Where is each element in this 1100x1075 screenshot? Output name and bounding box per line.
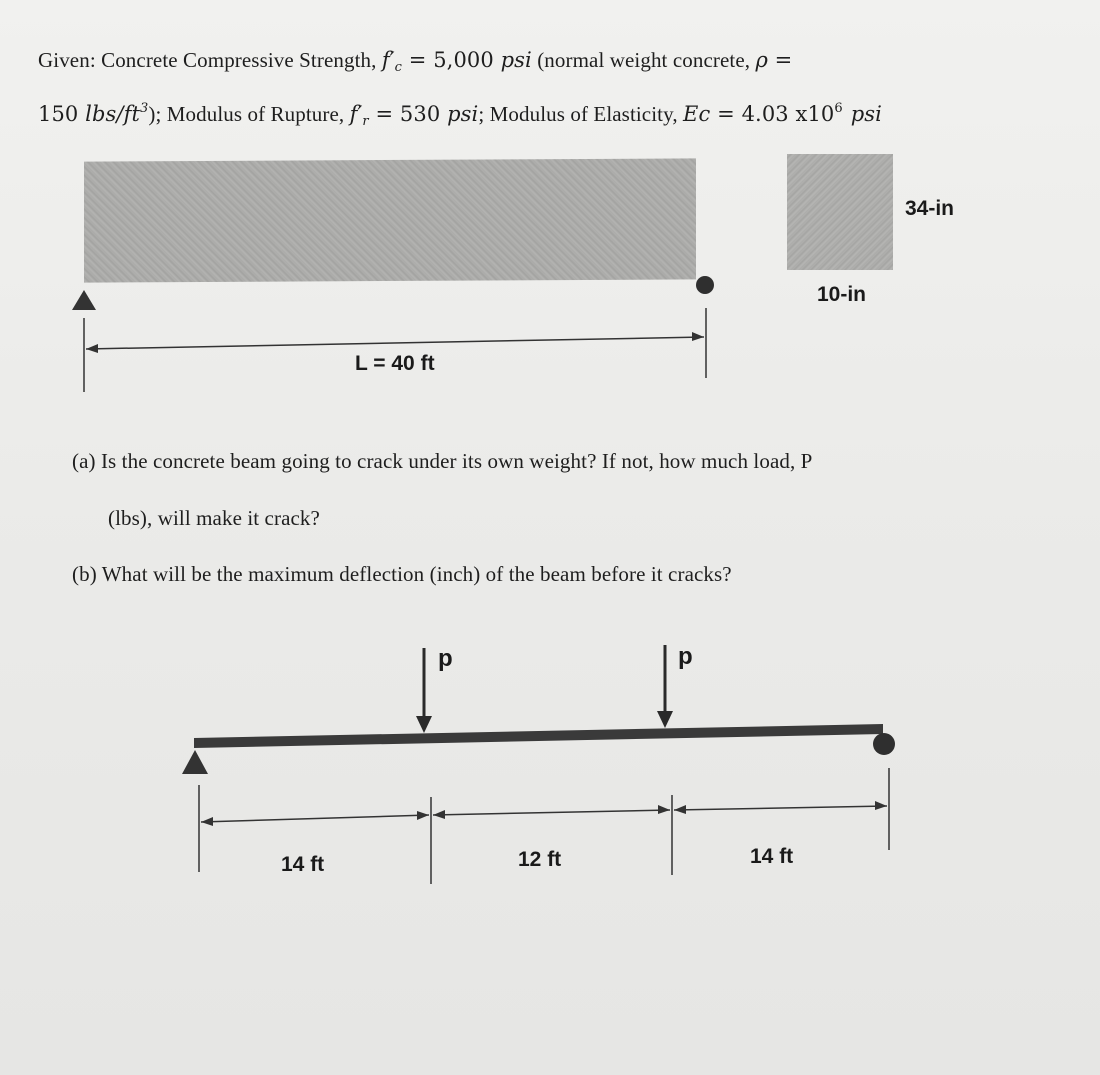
modulus-rupture-label: Modulus of Rupture, — [161, 102, 350, 126]
dim-arrow-1b-icon — [417, 811, 429, 820]
pin-support-icon — [72, 290, 96, 310]
arrow-left-icon — [86, 344, 98, 353]
ec-value: = 4.03 $x10^6$ — [710, 101, 843, 126]
load-arrow-right-icon — [657, 711, 673, 728]
dim-line-seg1 — [201, 815, 429, 822]
rho-equals: = — [767, 48, 793, 72]
dim-line-seg2 — [433, 810, 670, 815]
density-value: 150 — [38, 102, 86, 126]
arrow-right-icon — [692, 332, 704, 341]
roller-support-2-icon — [873, 733, 895, 755]
question-a-line-1: (a) Is the concrete beam going to crack under its own weight? If not, how much load, P — [72, 449, 813, 473]
span-length-label: L = 40 ft — [355, 352, 435, 375]
dim-arrow-1a-icon — [201, 817, 213, 826]
section-height-label: 34-in — [905, 197, 955, 220]
fc-symbol: $f'_c$ — [381, 48, 402, 75]
section-width-label: 10-in — [817, 283, 867, 306]
load-arrow-left-icon — [416, 716, 432, 733]
load-label-right: p — [678, 643, 693, 670]
rho-symbol: ρ — [755, 48, 768, 72]
roller-support-icon — [696, 276, 714, 294]
given-lead-text: Given: Concrete Compressive Strength, — [38, 48, 382, 72]
loaded-beam-bar — [194, 724, 883, 748]
dim-line-seg3 — [674, 806, 887, 810]
density-close: ); — [148, 102, 162, 126]
fr-symbol: $f'_r$ — [349, 102, 369, 129]
question-b: (b) What will be the maximum deflection (inch) of the beam before it cracks? — [72, 562, 732, 586]
segment-3-label: 14 ft — [750, 845, 794, 868]
dim-arrow-3a-icon — [674, 805, 686, 814]
dim-arrow-2b-icon — [658, 805, 670, 814]
pin-support-2-icon — [182, 750, 208, 774]
segment-1-label: 14 ft — [281, 853, 325, 876]
fr-semicolon: ; — [478, 102, 485, 126]
dim-arrow-3b-icon — [875, 801, 887, 810]
dim-arrow-2a-icon — [433, 810, 445, 819]
fc-value: = 5,000 — [401, 48, 501, 72]
modulus-elasticity-label: Modulus of Elasticity, — [484, 102, 684, 126]
load-label-left: p — [438, 645, 453, 672]
density-unit: lbs/$ft^3$ — [85, 101, 149, 126]
ec-unit: psi — [850, 102, 883, 126]
question-a-line-2: (lbs), will make it crack? — [108, 506, 320, 530]
fr-unit: psi — [447, 102, 479, 126]
segment-2-label: 12 ft — [518, 848, 562, 871]
ec-symbol: Ec — [683, 102, 711, 126]
concrete-type-text: (normal weight concrete, — [531, 48, 756, 72]
span-dimension-line — [86, 337, 704, 349]
fc-unit: psi — [500, 48, 532, 72]
fr-value: = 530 — [368, 102, 448, 126]
